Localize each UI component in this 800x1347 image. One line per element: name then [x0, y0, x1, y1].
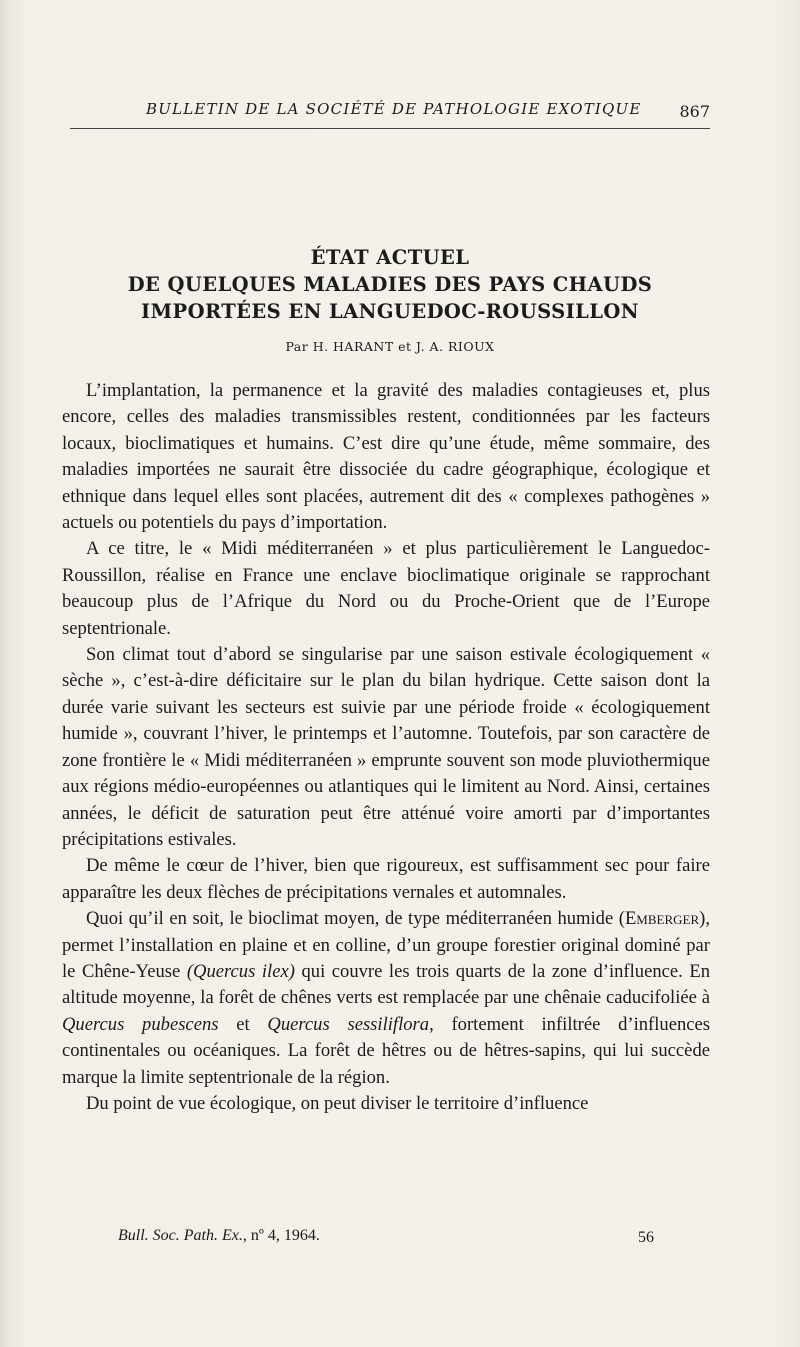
title-line: IMPORTÉES EN LANGUEDOC-ROUSSILLON	[141, 300, 639, 323]
paragraph: L’implantation, la permanence et la gravité des maladies contagieuses et, plus encore, celles des maladies transmissibles restent, conditionnées par les facteurs locaux, bioclimatiques et humains. C’est dire qu’une étude, même sommaire, des maladies importées ne saurait être dissociée du cadre géographique, écologique et ethnique dans lequel elles sont placées, autrement dit des « complexes pathogènes » actuels ou potentiels du pays d’importation.	[62, 380, 710, 534]
journal-issue: nº 4, 1964.	[246, 1227, 320, 1244]
journal-running-title: BULLETIN DE LA SOCIÉTÉ DE PATHOLOGIE EXOTIQUE	[146, 100, 642, 118]
species-name: Quercus pubescens	[62, 1013, 219, 1035]
text-span: et	[218, 1013, 268, 1035]
title-line: ÉTAT ACTUEL	[310, 246, 470, 269]
cited-author: Emberger	[624, 908, 700, 930]
paragraph: Du point de vue écologique, on peut diviser le territoire d’influence	[86, 1092, 589, 1114]
title-line: DE QUELQUES MALADIES DES PAYS CHAUDS	[127, 273, 653, 296]
page-number: 867	[679, 102, 710, 121]
text-span: , fortement infiltrée d’influences continentales ou océaniques. La forêt de hêtres ou de hêtres-sapins, qui lui succède marque la limite septentrionale de la région.	[62, 1013, 711, 1088]
text-span: qui couvre les trois quarts de la zone d’influence. En altitude moyenne, la forêt de chênes verts est remplacée par une chênaie caducifoliée à	[62, 960, 710, 1009]
journal-abbrev: Bull. Soc. Path. Ex.,	[118, 1227, 247, 1244]
species-name: Quercus sessiliflora	[267, 1013, 430, 1035]
article-title	[70, 244, 710, 325]
journal-reference	[118, 1227, 320, 1245]
paragraph: De même le cœur de l’hiver, bien que rigoureux, est suffisamment sec pour faire apparaître les deux flèches de précipitations vernales et automnales.	[62, 855, 710, 903]
paragraph: Son climat tout d’abord se singularise par une saison estivale écologiquement « sèche », c’est-à-dire déficitaire sur le plan du bilan hydrique. Cette saison dont la durée varie suivant les secteurs est suivie par une période froide « écologiquement humide », couvrant l’hiver, le printemps et l’automne. Toutefois, par son caractère de zone frontière le « Midi méditerranéen » emprunte souvent son mode pluviothermique aux régions médio-européennes ou atlantiques qui le limitent au Nord. Ainsi, certaines années, le déficit de saturation peut être atténué voire amorti par d’importantes précipitations estivales.	[62, 644, 710, 850]
paragraph	[62, 906, 710, 1091]
paragraph: A ce titre, le « Midi méditerranéen » et plus particulièrement le Languedoc-Roussillon, réalise en France une enclave bioclimatique originale se rapprochant beaucoup plus de l’Afrique du Nord ou du Proche-Orient que de l’Europe septentrionale.	[62, 538, 710, 639]
text-span: Quoi qu’il en soit, le bioclimat moyen, de type méditerranéen humide (	[86, 908, 625, 930]
species-name: (Quercus ilex)	[186, 960, 295, 982]
text-span: ), permet l’installation en plaine et en colline, d’un groupe forestier original dominé par le Chêne-Yeuse	[62, 908, 710, 982]
article-body	[62, 378, 710, 1117]
article-authors: Par H. HARANT et J. A. RIOUX	[285, 339, 495, 354]
running-header	[70, 100, 710, 124]
page-footer	[70, 1223, 710, 1253]
signature-number: 56	[638, 1229, 654, 1246]
header-rule	[70, 128, 710, 129]
